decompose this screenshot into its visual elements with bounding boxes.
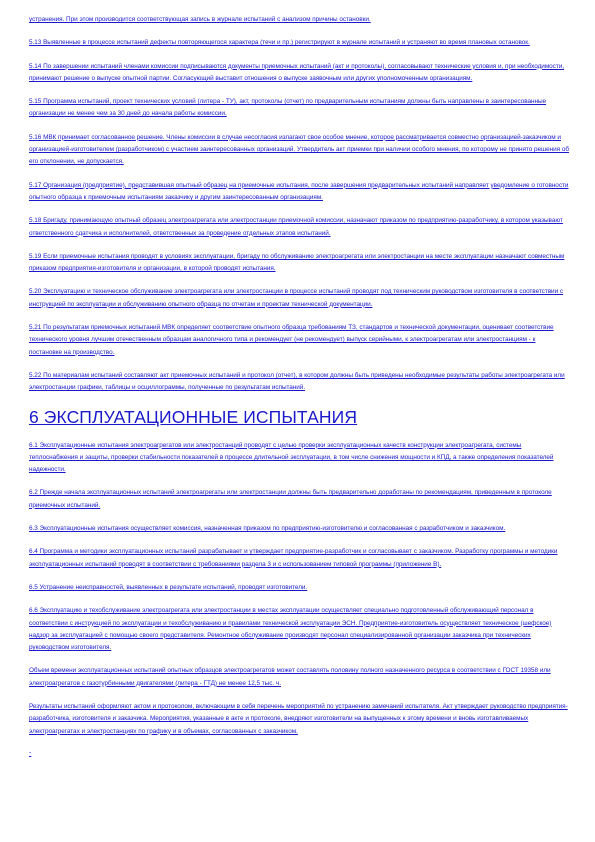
paragraph-5-19-link[interactable]: 5.19 Если приемочные испытания проводят в условиях эксплуатации, бригаду по обслуживанию электроагрегата или электростанции на месте эксплуатации назначают совместным приказом предприятия-изготовителя и организации, в которой проводят испытания. bbox=[29, 252, 565, 273]
paragraph-5-13-link[interactable]: 5.13 Выявленные в процессе испытаний дефекты повторяющегося характера (течи и пр.) регистрируют в журнале испытаний и устраняют во время плановых остановок. bbox=[29, 39, 530, 47]
paragraph-6-3-link[interactable]: 6.3 Эксплуатационные испытания осуществляет комиссия, назначенная приказом по предприятию-изготовителю и согласованная с разработчиком и заказчиком. bbox=[29, 525, 506, 533]
paragraph-6-6[interactable] bbox=[29, 605, 569, 654]
section-heading[interactable] bbox=[29, 406, 569, 428]
paragraph-6-1-link[interactable]: 6.1 Эксплуатационные испытания электроагрегатов или электростанций проводят с целью проверки эксплуатационных качеств конструкции электроагрегата, системы теплоснабжения и защиты, проверки стабильности показателей в процессе длительной эксплуатации, в том числе снижения мощности и КПД, а также определения показателей надежности. bbox=[29, 441, 554, 474]
paragraph-5-14[interactable] bbox=[29, 61, 569, 86]
paragraph-5-22-link[interactable]: 5.22 По материалам испытаний составляют акт приемочных испытаний и протокол (отчет), в котором должны быть приведены необходимые результаты работы электроагрегата или электростанции графики, таблицы и осциллограммы, полученные по результатам испытаний. bbox=[29, 371, 565, 392]
paragraph-6-2-link[interactable]: 6.2 Прежде начала эксплуатационных испытаний электроагрегаты или электростанции должны быть предварительно доработаны по рекомендациям, приведенным в протоколе приемочных испытаний. bbox=[29, 489, 552, 509]
paragraph-intro-link[interactable]: устранения. При этом производится соответствующая запись в журнале испытаний с анализом причины остановки. bbox=[29, 16, 371, 23]
paragraph-5-17-link[interactable]: 5.17 Организация (предприятие), представившая опытный образец на приемочные испытания, после завершения предварительных испытаний направляет уведомление о готовности опытного образца к приемочным испытаниям заказчику и другим заинтересованным организациям. bbox=[29, 181, 569, 201]
paragraph-6-7-link[interactable]: Объем времени эксплуатационных испытаний опытных образцов электроагрегатов может составлять половину полного назначенного ресурса в соответствии с ГОСТ 19358 или электроагрегатов с газотурбинными двигателями (литера - ГТД) не менее 12,5 тыс. ч. bbox=[29, 667, 551, 687]
paragraph-6-5[interactable] bbox=[29, 582, 569, 594]
paragraph-6-8-link[interactable]: Результаты испытаний оформляют актом и протоколом, включающим в себя перечень мероприятий по устранению замечаний испытателя. Акт утверждает руководство предприятия-разработчика, изготовителя и заказчика. Мероприятия, указанные в акте и протоколе, внедряют изготовители на выпущенных к этому времени и вновь изготавливаемых электроагрегатах и электростанциях по графику и в объемах, согласованных с заказчиком. bbox=[29, 702, 568, 735]
paragraph-6-7[interactable] bbox=[29, 665, 569, 690]
paragraph-5-19[interactable] bbox=[29, 251, 569, 276]
paragraph-6-6-link[interactable]: 6.6 Эксплуатацию и техобслуживание электроагрегата или электростанции в местах эксплуатации осуществляет специально подготовленный обслуживающий персонал в соответствии с инструкцией по эксплуатации и техобслуживанию и правилами технической эксплуатации ЭСН. Предприятие-изготовитель осуществляет техническое (шефское) надзор за эксплуатацией с помощью своего представителя. Ремонтное обслуживание производят персонал специализированной организации заказчика при технических руководством изготовителя. bbox=[29, 607, 552, 652]
paragraph-5-21-link[interactable]: 5.21 По результатам приемочных испытаний МВК определяет соответствие опытного образца требованиям ТЗ, стандартов и технической документации, оценивает соответствие технического уровня лучшим отечественным образцам аналогичного типа и рекомендует (не рекомендует) выпуск серийными, к электроагрегатам или электростанциям - к постановке на производство. bbox=[29, 324, 554, 356]
paragraph-6-4-link[interactable]: 6.4 Программа и методики эксплуатационных испытаний разрабатывает и утверждает предприятие-разработчик и согласовывает с заказчиком. Разработку программы и методики эксплуатационных испытаний проводят в соответствии с требованиями раздела 3 и с использованием типовой программы (приложение В). bbox=[29, 548, 558, 568]
paragraph-5-17[interactable] bbox=[29, 180, 569, 205]
paragraph-5-15-link[interactable]: 5.15 Программа испытаний, проект технических условий (литера - ТУ), акт, протоколы (отчет) по предварительным испытаниям должны быть направлены в заинтересованные организации не менее чем за 30 дней до начала работы комиссии. bbox=[29, 98, 547, 118]
paragraph-5-13[interactable] bbox=[29, 37, 569, 49]
paragraph-5-18[interactable] bbox=[29, 215, 569, 240]
paragraph-5-20-link[interactable]: 5.20 Эксплуатацию и техническое обслуживание электроагрегата или электростанции в процессе испытаний проводят под техническим руководством изготовителя в соответствии с инструкцией по эксплуатации и обслуживанию опытного образца по отчетам и проектам технической документации. bbox=[29, 288, 564, 308]
section-heading-link[interactable]: 6 ЭКСПЛУАТАЦИОННЫЕ ИСПЫТАНИЯ bbox=[29, 406, 358, 427]
paragraph-6-8[interactable] bbox=[29, 701, 569, 738]
paragraph-6-4[interactable] bbox=[29, 546, 569, 571]
document-page bbox=[29, 14, 569, 759]
paragraph-5-16[interactable] bbox=[29, 132, 569, 169]
paragraph-5-16-link[interactable]: 5.16 МВК принимает согласованное решение. Члены комиссии в случае несогласия излагают свое особое мнение, которое рассматривается совместно организацией-заказчиком и организацией-изготовителем (разработчиком) с участием заинтересованных организаций. Утвердитель акт приемки при наличии особого мнения, по которому не принято решения об его отклонении, не допускается. bbox=[29, 133, 569, 166]
paragraph-5-15[interactable] bbox=[29, 96, 569, 121]
paragraph-6-5-link[interactable]: 6.5 Устранение неисправностей, выявленных в результате испытаний, проводят изготовители. bbox=[29, 583, 308, 591]
paragraph-5-22[interactable] bbox=[29, 370, 569, 395]
paragraph-6-1[interactable] bbox=[29, 440, 569, 477]
paragraph-6-2[interactable] bbox=[29, 487, 569, 512]
end-mark: - bbox=[29, 749, 32, 757]
paragraph-5-21[interactable] bbox=[29, 322, 569, 359]
paragraph-6-3[interactable] bbox=[29, 523, 569, 535]
paragraph-5-18-link[interactable]: 5.18 Бригаду, принимающую опытный образец электроагрегата или электростанции приемочной комиссии, назначают приказом по предприятию-разработчику, в котором указывают ответственного сдатчика и исполнителей, ответственных за проведение отдельных этапов испытаний. bbox=[29, 217, 563, 237]
paragraph-5-14-link[interactable]: 5.14 По завершении испытаний членами комиссии подписываются документы приемочных испытаний (акт и протоколы), согласовывают технические условия и, при необходимости, принимают решение о выпуске опытной партии. Согласующий выставит отношения о выпуске заявочным или других уполномоченным организациям. bbox=[29, 62, 564, 82]
paragraph-5-20[interactable] bbox=[29, 286, 569, 311]
paragraph-intro[interactable] bbox=[29, 14, 569, 26]
